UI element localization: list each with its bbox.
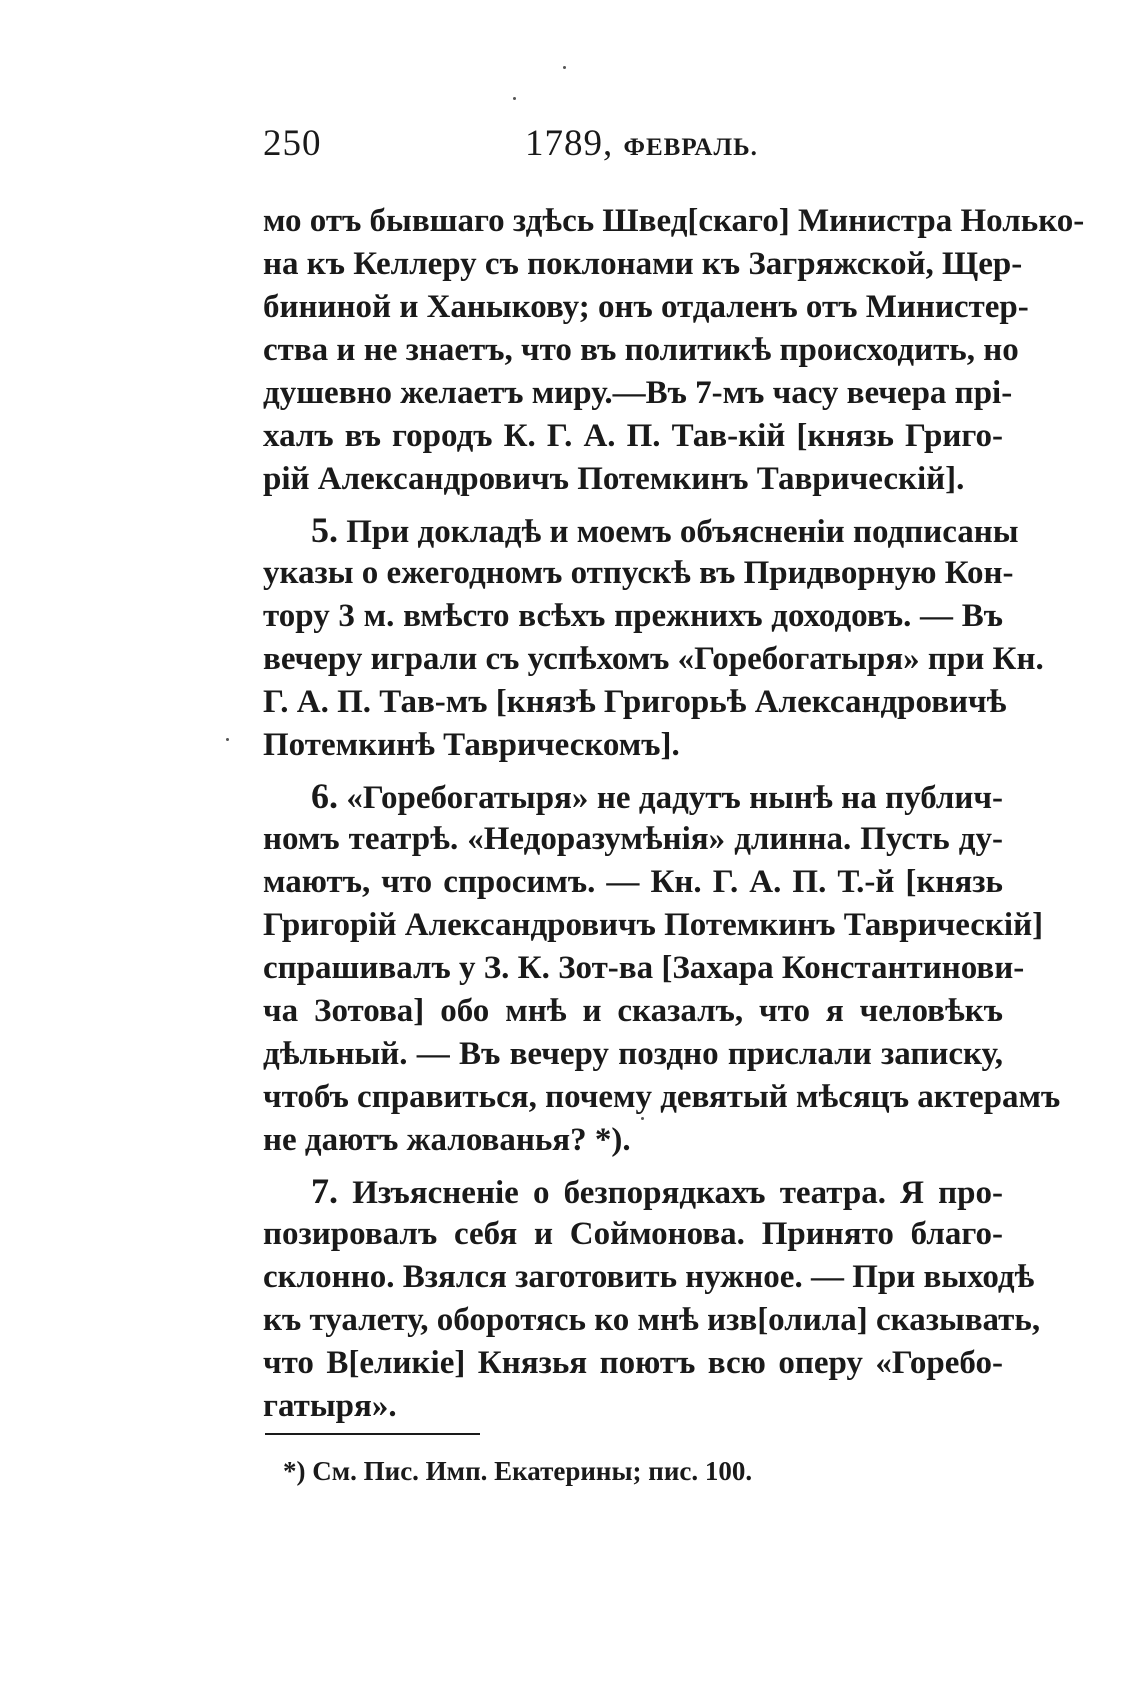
page-number: 250 — [263, 123, 322, 164]
text-line: что В[еликіе] Князья поютъ всю оперу «Горебо- — [263, 1345, 1003, 1381]
text-line: позировалъ себя и Соймонова. Принято благо- — [263, 1216, 1003, 1252]
text-line: чтобъ справиться, почему девятый мѣсяцъ актерамъ — [263, 1079, 1061, 1115]
text-line: вечеру играли съ успѣхомъ «Горебогатыря» при Кн. — [263, 641, 1044, 677]
text-line: указы о ежегодномъ отпускѣ въ Придворную Кон- — [263, 555, 1014, 591]
entry-number: 5. — [311, 510, 338, 550]
header-month: ФЕВРАЛЬ. — [623, 134, 758, 161]
text-line: Г. А. П. Тав-мъ [князѣ Григорьѣ Александровичѣ — [263, 684, 1007, 720]
running-head — [525, 122, 758, 165]
text-line: къ туалету, оборотясь ко мнѣ изв[олила] сказывать, — [263, 1302, 1041, 1338]
text-line: Потемкинѣ Таврическомъ]. — [263, 727, 680, 763]
text-line: тору 3 м. вмѣсто всѣхъ прежнихъ доходовъ. — Въ — [263, 598, 1003, 634]
text-line: дѣльный. — Въ вечеру поздно прислали записку, — [263, 1036, 1003, 1072]
text-line: мо отъ бывшаго здѣсь Швед[скаго] Министра Нолько- — [263, 203, 1085, 239]
diary-entry-5 — [263, 509, 1044, 767]
text-line: спрашивалъ у З. К. Зот-ва [Захара Константинови- — [263, 950, 1025, 986]
footnote-divider — [265, 1433, 480, 1435]
text-line: халъ въ городъ К. Г. А. П. Тав-кій [князь Григо- — [263, 418, 1003, 454]
text-line: душевно желаетъ миру.—Въ 7-мъ часу вечера прі- — [263, 375, 1013, 411]
entry-number: 7. — [311, 1171, 338, 1211]
text-line: гатыря». — [263, 1388, 397, 1424]
text-line: склонно. Взялся заготовить нужное. — При выходѣ — [263, 1259, 1035, 1295]
entry-first-line: При докладѣ и моемъ объясненіи подписаны — [346, 514, 1019, 550]
text-line: Григорій Александровичъ Потемкинъ Таврическій] — [263, 907, 1044, 943]
entry-first-line: «Горебогатыря» не дадутъ нынѣ на публич- — [346, 780, 1003, 816]
text-line — [263, 509, 1019, 552]
text-line — [263, 1170, 1003, 1213]
text-line: рій Александровичъ Потемкинъ Таврическій]. — [263, 461, 965, 497]
page-header — [263, 122, 1003, 172]
text-line: бининой и Ханыкову; онъ отдаленъ отъ Министер- — [263, 289, 1029, 325]
text-line: не даютъ жалованья? *). — [263, 1122, 631, 1158]
entry-first-line: Изъясненіе о безпорядкахъ театра. Я про- — [352, 1175, 1003, 1211]
text-line — [263, 775, 1003, 818]
entry-number: 6. — [311, 776, 338, 816]
scan-speck — [226, 738, 229, 741]
text-line: номъ театрѣ. «Недоразумѣнія» длинна. Пусть ду- — [263, 821, 1003, 857]
diary-entry-7 — [263, 1170, 1041, 1428]
diary-entry-6 — [263, 775, 1061, 1162]
text-line: ства и не знаетъ, что въ политикѣ происходить, но — [263, 332, 1019, 368]
text-line: на къ Келлеру съ поклонами къ Загряжской, Щер- — [263, 246, 1023, 282]
scan-speck — [641, 1117, 644, 1120]
paragraph — [263, 200, 1085, 501]
body-text — [263, 200, 1085, 1428]
text-line: маютъ, что спросимъ. — Кн. Г. А. П. Т.-й [князь — [263, 864, 1003, 900]
footnote: *) См. Пис. Имп. Екатерины; пис. 100. — [283, 1456, 753, 1486]
scan-speck — [513, 97, 516, 100]
scan-speck — [563, 66, 566, 69]
header-year: 1789, — [525, 123, 614, 164]
text-line: ча Зотова] обо мнѣ и сказалъ, что я человѣкъ — [263, 993, 1003, 1029]
